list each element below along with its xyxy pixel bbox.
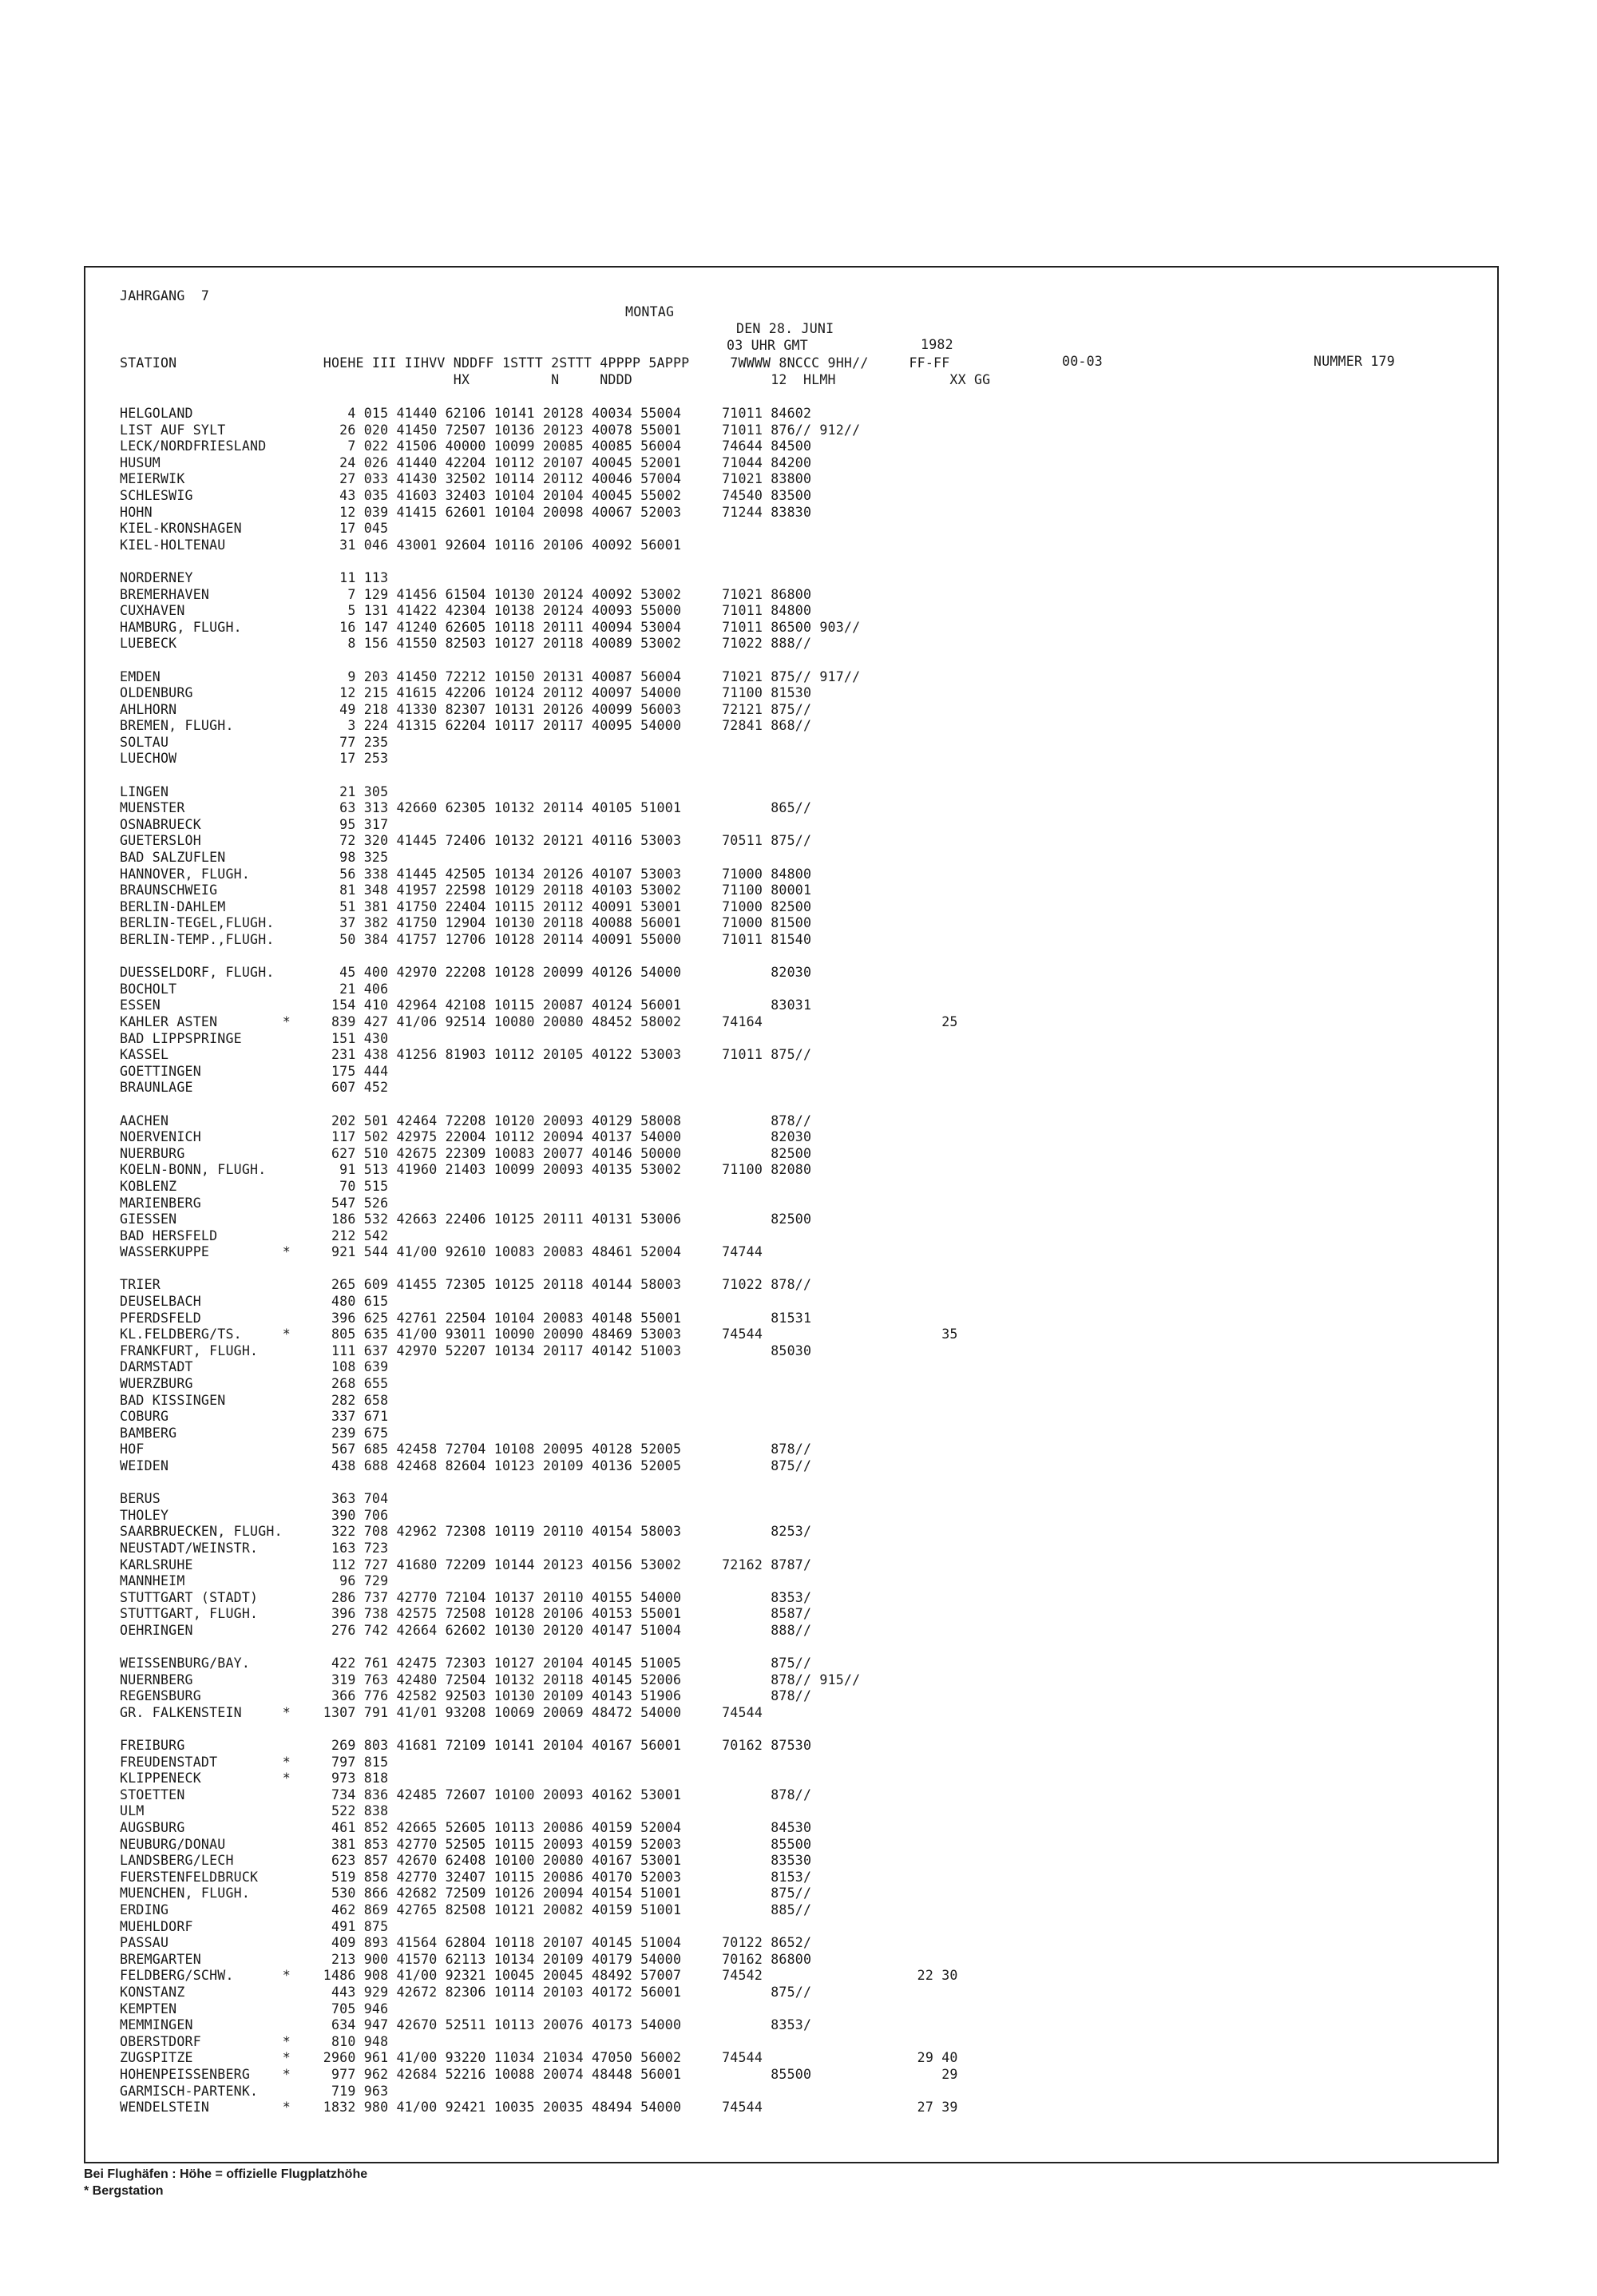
station-row: BERLIN-TEMP.,FLUGH. 50 384 41757 12706 10128 20114 40091 55000 71011 81540 xyxy=(120,932,812,947)
station-row: STOETTEN 734 836 42485 72607 10100 20093 40162 53001 878// xyxy=(120,1786,812,1802)
station-row: BAMBERG 239 675 xyxy=(120,1425,389,1441)
group-spacer xyxy=(120,1096,958,1113)
footnote-airports: Bei Flughäfen : Höhe = offizielle Flugplatzhöhe xyxy=(84,2167,368,2181)
station-row: DARMSTADT 108 639 xyxy=(120,1359,389,1375)
station-row: EMDEN 9 203 41450 72212 10150 20131 40087 56004 71021 875// 917// xyxy=(120,668,861,684)
station-row: NUERNBERG 319 763 42480 72504 10132 20118 40145 52006 878// 915// xyxy=(120,1671,861,1687)
issue-date: DEN 28. JUNI xyxy=(736,320,834,336)
station-row: BERLIN-DAHLEM 51 381 41750 22404 10115 20112 40091 53001 71000 82500 xyxy=(120,898,812,914)
station-row: FUERSTENFELDBRUCK 519 858 42770 32407 10115 20086 40170 52003 8153/ xyxy=(120,1869,812,1885)
station-row: WEIDEN 438 688 42468 82604 10123 20109 40136 52005 875// xyxy=(120,1458,812,1473)
station-row: GARMISCH-PARTENK. 719 963 xyxy=(120,2083,389,2099)
station-row: NEUSTADT/WEINSTR. 163 723 xyxy=(120,1540,389,1556)
station-row: NEUBURG/DONAU 381 853 42770 52505 10115 20093 40159 52003 85500 xyxy=(120,1836,812,1852)
station-row: MANNHEIM 96 729 xyxy=(120,1573,389,1589)
weekday: MONTAG xyxy=(625,304,675,320)
station-row: LANDSBERG/LECH 623 857 42670 62408 10100 20080 40167 53001 83530 xyxy=(120,1853,812,1869)
station-row: THOLEY 390 706 xyxy=(120,1507,389,1523)
station-row: BAD HERSFELD 212 542 xyxy=(120,1227,389,1243)
station-row: LIST AUF SYLT 26 020 41450 72507 10136 20123 40078 55001 71011 876// 912// xyxy=(120,422,861,438)
issue-year: 1982 xyxy=(921,337,953,353)
station-row: KIEL-KRONSHAGEN 17 045 xyxy=(120,521,389,537)
station-row: HAMBURG, FLUGH. 16 147 41240 62605 10118 20111 40094 53004 71011 86500 903// xyxy=(120,619,861,635)
station-row: BRAUNLAGE 607 452 xyxy=(120,1080,389,1096)
station-row: AHLHORN 49 218 41330 82307 10131 20126 40099 56003 72121 875// xyxy=(120,701,812,717)
station-row: KASSEL 231 438 41256 81903 10112 20105 40122 53003 71011 875// xyxy=(120,1047,812,1063)
station-row: HOHENPEISSENBERG * 977 962 42684 52216 10088 20074 48448 56001 85500 29 xyxy=(120,2066,958,2082)
station-row: FELDBERG/SCHW. * 1486 908 41/00 92321 10045 20045 48492 57007 74542 22 30 xyxy=(120,1968,958,1984)
station-row: FREIBURG 269 803 41681 72109 10141 20104 40167 56001 70162 87530 xyxy=(120,1738,812,1754)
station-row: BREMGARTEN 213 900 41570 62113 10134 20109 40179 54000 70162 86800 xyxy=(120,1951,812,1967)
station-row: NORDERNEY 11 113 xyxy=(120,569,389,585)
station-row: WUERZBURG 268 655 xyxy=(120,1376,389,1392)
station-row: BREMEN, FLUGH. 3 224 41315 62204 10117 20117 40095 54000 72841 868// xyxy=(120,718,812,734)
station-row: BOCHOLT 21 406 xyxy=(120,981,389,997)
group-spacer xyxy=(120,1722,958,1739)
group-spacer xyxy=(120,1640,958,1656)
station-row: KIEL-HOLTENAU 31 046 43001 92604 10116 20106 40092 56001 xyxy=(120,537,682,553)
station-row: HOHN 12 039 41415 62601 10104 20098 40067 52003 71244 83830 xyxy=(120,504,812,520)
station-row: DEUSELBACH 480 615 xyxy=(120,1294,389,1310)
station-row: ERDING 462 869 42765 82508 10121 20082 40159 51001 885// xyxy=(120,1902,812,1918)
station-row: PFERDSFELD 396 625 42761 22504 10104 20083 40148 55001 81531 xyxy=(120,1310,812,1326)
station-row: MEMMINGEN 634 947 42670 52511 10113 20076 40173 54000 8353/ xyxy=(120,2017,812,2033)
column-header-row-2: HX N NDDD 12 HLMH XX GG xyxy=(120,371,991,387)
station-table xyxy=(120,406,958,2116)
station-row: OEHRINGEN 276 742 42664 62602 10130 20120 40147 51004 888// xyxy=(120,1622,812,1638)
station-row: LUECHOW 17 253 xyxy=(120,751,389,767)
station-row: SCHLESWIG 43 035 41603 32403 10104 20104 40045 55002 74540 83500 xyxy=(120,487,812,503)
station-row: WEISSENBURG/BAY. 422 761 42475 72303 10127 20104 40145 51005 875// xyxy=(120,1656,812,1671)
station-row: BAD KISSINGEN 282 658 xyxy=(120,1392,389,1408)
station-row: DUESSELDORF, FLUGH. 45 400 42970 22208 10128 20099 40126 54000 82030 xyxy=(120,965,812,981)
station-row: PASSAU 409 893 41564 62804 10118 20107 40145 51004 70122 8652/ xyxy=(120,1935,812,1951)
group-spacer xyxy=(120,553,958,570)
station-row: KEMPTEN 705 946 xyxy=(120,2001,389,2016)
station-row: SAARBRUECKEN, FLUGH. 322 708 42962 72308 10119 20110 40154 58003 8253/ xyxy=(120,1524,812,1540)
station-row: WENDELSTEIN * 1832 980 41/00 92421 10035 20035 48494 54000 74544 27 39 xyxy=(120,2100,958,2116)
station-row: KL.FELDBERG/TS. * 805 635 41/00 93011 10090 20090 48469 53003 74544 35 xyxy=(120,1326,958,1342)
station-row: OBERSTDORF * 810 948 xyxy=(120,2033,389,2049)
station-row: STUTTGART (STADT) 286 737 42770 72104 10137 20110 40155 54000 8353/ xyxy=(120,1589,812,1605)
station-row: BREMERHAVEN 7 129 41456 61504 10130 20124 40092 53002 71021 86800 xyxy=(120,586,812,602)
station-row: GR. FALKENSTEIN * 1307 791 41/01 93208 10069 20069 48472 54000 74544 xyxy=(120,1704,763,1720)
station-row: LECK/NORDFRIESLAND 7 022 41506 40000 10099 20085 40085 56004 74644 84500 xyxy=(120,438,812,454)
station-row: CUXHAVEN 5 131 41422 42304 10138 20124 40093 55000 71011 84800 xyxy=(120,603,812,619)
station-row: SOLTAU 77 235 xyxy=(120,734,389,750)
station-row: KOBLENZ 70 515 xyxy=(120,1178,389,1194)
station-row: ZUGSPITZE * 2960 961 41/00 93220 11034 21034 47050 56002 74544 29 40 xyxy=(120,2050,958,2066)
station-row: GOETTINGEN 175 444 xyxy=(120,1063,389,1079)
group-spacer xyxy=(120,1475,958,1492)
footnote-mountain: * Bergstation xyxy=(84,2184,164,2198)
station-row: NOERVENICH 117 502 42975 22004 10112 20094 40137 54000 82030 xyxy=(120,1129,812,1145)
group-spacer xyxy=(120,1261,958,1278)
jahrgang: JAHRGANG 7 xyxy=(120,287,210,303)
station-row: MEIERWIK 27 033 41430 32502 10114 20112 40046 57004 71021 83800 xyxy=(120,471,812,487)
station-row: MARIENBERG 547 526 xyxy=(120,1195,389,1211)
station-row: REGENSBURG 366 776 42582 92503 10130 20109 40143 51906 878// xyxy=(120,1688,812,1704)
group-spacer xyxy=(120,949,958,966)
station-row: FRANKFURT, FLUGH. 111 637 42970 52207 10134 20117 40142 51003 85030 xyxy=(120,1342,812,1358)
station-row: KONSTANZ 443 929 42672 82306 10114 20103 40172 56001 875// xyxy=(120,1985,812,2000)
station-row: KLIPPENECK * 973 818 xyxy=(120,1771,389,1786)
station-row: HANNOVER, FLUGH. 56 338 41445 42505 10134 20126 40107 53003 71000 84800 xyxy=(120,866,812,882)
station-row: KAHLER ASTEN * 839 427 41/06 92514 10080 20080 48452 58002 74164 25 xyxy=(120,1013,958,1029)
station-row: KARLSRUHE 112 727 41680 72209 10144 20123 40156 53002 72162 8787/ xyxy=(120,1556,812,1572)
station-row: WASSERKUPPE * 921 544 41/00 92610 10083 20083 48461 52004 74744 xyxy=(120,1244,763,1260)
station-row: LINGEN 21 305 xyxy=(120,783,389,799)
station-row: HUSUM 24 026 41440 42204 10112 20107 40045 52001 71044 84200 xyxy=(120,454,812,470)
station-row: MUEHLDORF 491 875 xyxy=(120,1918,389,1934)
station-row: HOF 567 685 42458 72704 10108 20095 40128 52005 878// xyxy=(120,1441,812,1457)
station-row: ESSEN 154 410 42964 42108 10115 20087 40124 56001 83031 xyxy=(120,997,812,1013)
time-label: 03 UHR GMT xyxy=(727,337,808,353)
column-header-row-1: STATION HOEHE III IIHVV NDDFF 1STTT 2STTT 4PPPP 5APPP 7WWWW 8NCCC 9HH// FF-FF xyxy=(120,355,950,371)
station-row: ULM 522 838 xyxy=(120,1803,389,1819)
station-row: MUENCHEN, FLUGH. 530 866 42682 72509 10126 20094 40154 51001 875// xyxy=(120,1886,812,1901)
station-row: OSNABRUECK 95 317 xyxy=(120,816,389,832)
station-row: LUEBECK 8 156 41550 82503 10127 20118 40089 53002 71022 888// xyxy=(120,636,812,652)
column-headers xyxy=(120,355,990,388)
station-row: OLDENBURG 12 215 41615 42206 10124 20112 40097 54000 71100 81530 xyxy=(120,685,812,701)
station-row: TRIER 265 609 41455 72305 10125 20118 40144 58003 71022 878// xyxy=(120,1277,812,1293)
station-row: GIESSEN 186 532 42663 22406 10125 20111 40131 53006 82500 xyxy=(120,1211,812,1227)
station-row: HELGOLAND 4 015 41440 62106 10141 20128 40034 55004 71011 84602 xyxy=(120,406,812,421)
group-spacer xyxy=(120,767,958,784)
station-row: GUETERSLOH 72 320 41445 72406 10132 20121 40116 53003 70511 875// xyxy=(120,833,812,849)
station-row: COBURG 337 671 xyxy=(120,1409,389,1425)
station-row: KOELN-BONN, FLUGH. 91 513 41960 21403 10099 20093 40135 53002 71100 82080 xyxy=(120,1162,812,1178)
station-row: BRAUNSCHWEIG 81 348 41957 22598 10129 20118 40103 53002 71100 80001 xyxy=(120,882,812,898)
issue-number: NUMMER 179 xyxy=(1314,353,1395,369)
time-range: 00-03 xyxy=(1062,354,1103,370)
station-row: NUERBURG 627 510 42675 22309 10083 20077 40146 50000 82500 xyxy=(120,1145,812,1161)
station-row: BAD LIPPSPRINGE 151 430 xyxy=(120,1030,389,1046)
station-row: BERUS 363 704 xyxy=(120,1491,389,1507)
station-row: STUTTGART, FLUGH. 396 738 42575 72508 10128 20106 40153 55001 8587/ xyxy=(120,1606,812,1622)
group-spacer xyxy=(120,652,958,669)
station-row: AUGSBURG 461 852 42665 52605 10113 20086 40159 52004 84530 xyxy=(120,1820,812,1836)
station-row: MUENSTER 63 313 42660 62305 10132 20114 40105 51001 865// xyxy=(120,800,812,816)
station-row: FREUDENSTADT * 797 815 xyxy=(120,1754,389,1770)
station-row: BERLIN-TEGEL,FLUGH. 37 382 41750 12904 10130 20118 40088 56001 71000 81500 xyxy=(120,915,812,931)
station-row: AACHEN 202 501 42464 72208 10120 20093 40129 58008 878// xyxy=(120,1112,812,1128)
station-row: BAD SALZUFLEN 98 325 xyxy=(120,850,389,866)
